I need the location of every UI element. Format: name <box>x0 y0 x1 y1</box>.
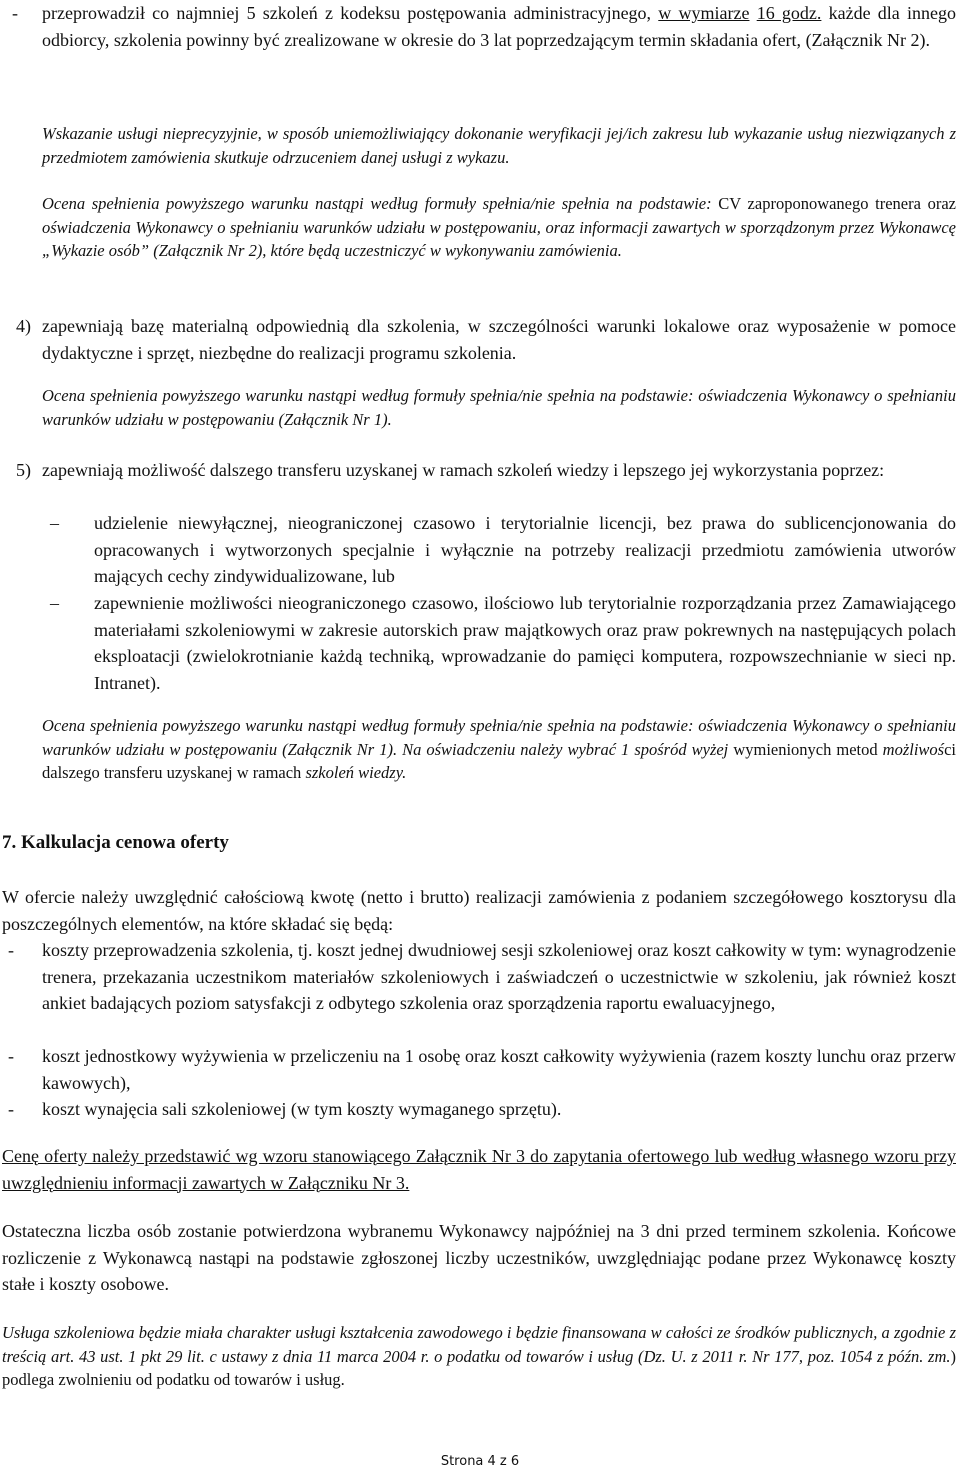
item-5-assessment-e: szkoleń wiedzy. <box>305 763 407 782</box>
vat-note-plain: ) podlega zwolnieniu od podatku od towarów i usług. <box>2 1346 956 1389</box>
top-list-item <box>42 0 956 53</box>
item-5-number: 5) <box>16 460 31 480</box>
section-7-heading: 7. Kalkulacja cenowa oferty <box>2 832 229 853</box>
cost-item-catering: koszt jednostkowy wyżywienia w przeliczeniu na 1 osobę oraz koszt całkowity wyżywienia (razem koszty lunchu oraz przerw kawowych), <box>42 1046 956 1093</box>
item-5-assessment-a: Ocena spełnienia powyższego warunku nastąpi według formuły spełnia/nie spełnia na podstawie: oświadczenia Wykonawcy o spełnianiu warunków udziału w postępowaniu (Załącznik Nr 1). Na oświadczeniu należy wybrać 1 spośród wyżej <box>42 716 956 759</box>
page-number-footer: Strona 4 z 6 <box>440 1454 520 1469</box>
item-5-dash-2: – <box>50 593 59 613</box>
cost-dash-3: - <box>8 1099 14 1119</box>
item-4-number: 4) <box>16 316 31 336</box>
service-verification-note: Wskazanie usługi nieprecyzyjnie, w sposób uniemożliwiający dokonanie weryfikacji jej/ich zakresu lub wykazanie usług niezwiązanych z przedmiotem zamówienia skutkuje odrzuceniem danej usługi z wykazu. <box>42 124 956 167</box>
cost-item-training: koszty przeprowadzenia szkolenia, tj. koszt jednej dwudniowej sesji szkoleniowej oraz koszt całkowity w tym: wynagrodzenie trenera, przekazania uczestnikom materiałów szkoleniowych i zaświadczeń o uczestnictwie w szkoleniu, jak również koszt ankiet badających poziom satysfakcji z odbytego szkolenia oraz sporządzenia raportu ewaluacyjnego, <box>42 940 956 1013</box>
cost-item-room: koszt wynajęcia sali szkoleniowej (w tym koszty wymaganego sprzętu). <box>42 1099 562 1119</box>
item-5-assessment-c: możliwoś <box>882 739 945 759</box>
top-list-text-d: każde dla innego odbiorcy, szkolenia powinny być zrealizowane w okresie do 3 lat poprzedzającym termin składania ofert, <box>42 3 957 50</box>
price-form-note: Cenę oferty należy przedstawić wg wzoru stanowiącego Załącznik Nr 3 do zapytania ofertowego lub według własnego wzoru przy uwzględnieniu informacji zawartych w Załączniku Nr 3. <box>2 1146 956 1193</box>
item-5-subitem-2: zapewnienie możliwości nieograniczonego czasowo, ilościowo lub terytorialnie rozporządzania przez Zamawiającego materiałami szkoleniowymi w zakresie autorskich praw majątkowych oraz praw pokrewnych na następujących polach eksploatacji (zwielokrotnianie każdą techniką, wprowadzanie do pamięci komputera, rozpowszechnianie w sieci np. Intranet). <box>94 593 956 693</box>
top-list-text-e: (Załącznik Nr 2). <box>805 29 930 50</box>
cost-dash-2: - <box>8 1046 14 1066</box>
item-5-assessment-b: wymienionych metod <box>733 739 878 759</box>
top-list-text-c: 16 godz. <box>756 3 822 23</box>
top-list-text-b: w wymiarze <box>658 3 750 23</box>
item-4-text: zapewniają bazę materialną odpowiednią dla szkolenia, w szczególności warunki lokalowe oraz wyposażenie w pomoce dydaktyczne i sprzęt, niezbędne do realizacji programu szkolenia. <box>42 316 956 363</box>
item-5-subitem-1: udzielenie niewyłącznej, nieograniczonej czasowo i terytorialnie licencji, bez prawa do sublicencjonowania do opracowanych i wytworzonych specjalnie i wyłącznie na potrzeby realizacji przedmiotu zamówienia utworów mających cechy zindywidualizowane, lub <box>94 513 956 586</box>
section-7-intro: W ofercie należy uwzględnić całościową kwotę (netto i brutto) realizacji zamówienia z podaniem szczegółowego kosztorysu dla poszczególnych elementów, na które składać się będą: <box>2 887 956 934</box>
vat-note-italic: Usługa szkoleniowa będzie miała charakter usługi kształcenia zawodowego i będzie finansowana w całości ze środków publicznych, a zgodnie z treścią art. 43 ust. 1 pkt 29 lit. c ustawy z dnia 11 marca 2004 r. o podatku od towarów i usług (Dz. U. z 2011 r. Nr 177, poz. 1054 z późn. zm. <box>2 1323 956 1366</box>
list-dash: - <box>12 3 18 23</box>
item-5-dash-1: – <box>50 513 59 533</box>
item-5-assessment <box>42 714 956 785</box>
assessment-1-rest: oświadczenia Wykonawcy o spełnianiu warunków udziału w postępowaniu, oraz informacji zawartych w sporządzonym przez Wykonawcę „Wykazie osób” (Załącznik Nr 2), które będą uczestniczyć w wykonywaniu zamówienia. <box>42 217 956 260</box>
vat-exemption-note <box>2 1321 956 1392</box>
item-5-assessment-d: ci dalszego transferu uzyskanej w ramach <box>42 739 957 782</box>
top-list-text-a: przeprowadził co najmniej 5 szkoleń z kodeksu postępowania administracyjnego, <box>42 3 652 23</box>
item-4-assessment: Ocena spełnienia powyższego warunku nastąpi według formuły spełnia/nie spełnia na podstawie: oświadczenia Wykonawcy o spełnianiu warunków udziału w postępowaniu (Załącznik Nr 1). <box>42 386 956 429</box>
assessment-1-cv: CV zaproponowanego trenera oraz <box>718 194 956 213</box>
assessment-1-lead: Ocena spełnienia powyższego warunku nastąpi według formuły spełnia/nie spełnia na podstawie: <box>42 194 712 213</box>
cost-dash-1: - <box>8 940 14 960</box>
item-5-text: zapewniają możliwość dalszego transferu uzyskanej w ramach szkoleń wiedzy i lepszego jej wykorzystania poprzez: <box>42 460 885 480</box>
final-settlement-note: Ostateczna liczba osób zostanie potwierdzona wybranemu Wykonawcy najpóźniej na 3 dni przed terminem szkolenia. Końcowe rozliczenie z Wykonawcą nastąpi na podstawie zgłoszonej liczby uczestników, uwzględniając podane przez Wykonawcę koszty stałe i koszty osobowe. <box>2 1221 956 1294</box>
assessment-paragraph-1 <box>42 192 956 263</box>
